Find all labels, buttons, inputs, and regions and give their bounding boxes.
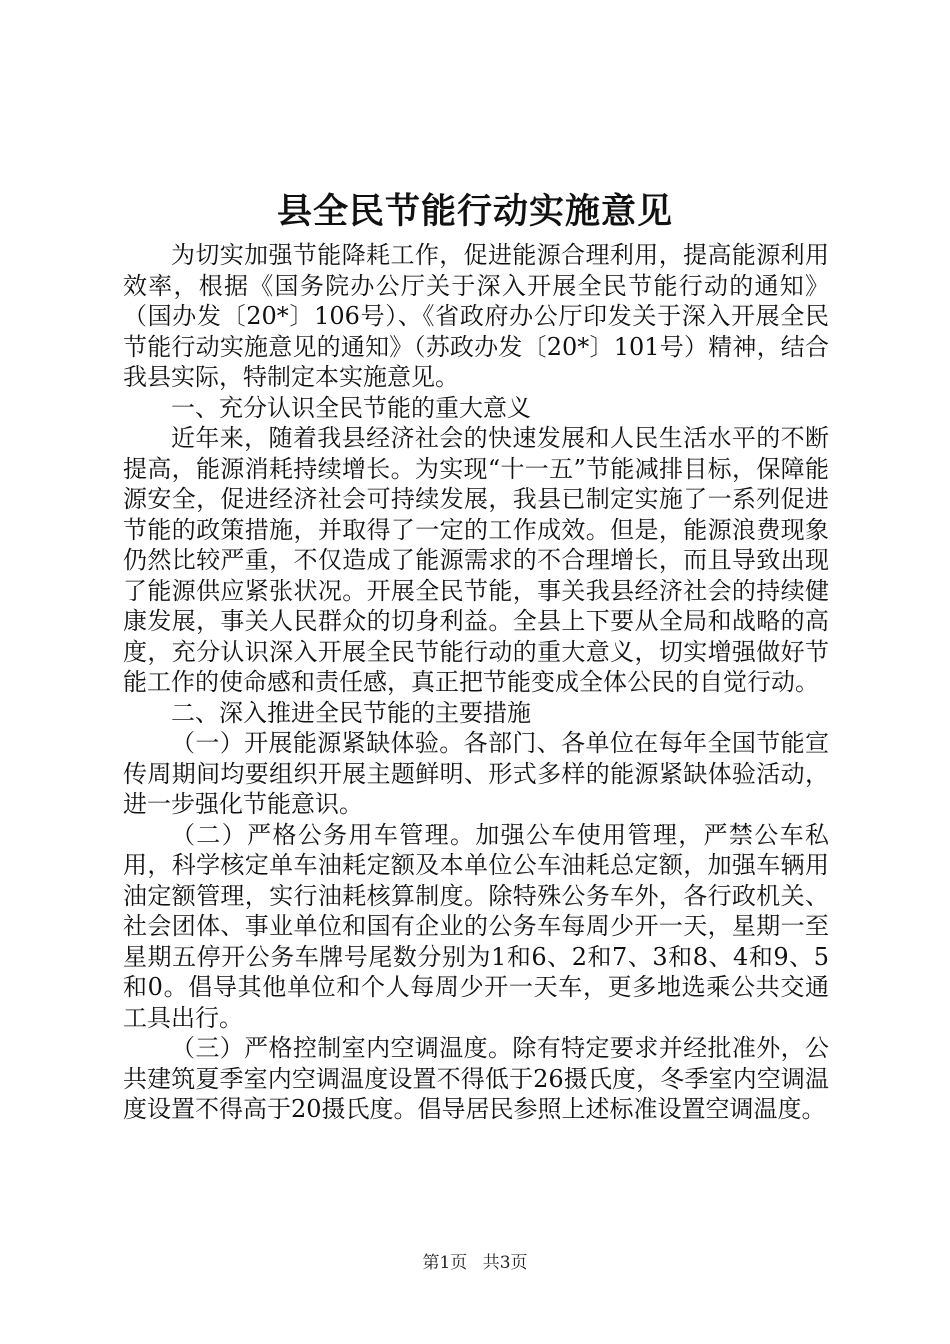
page-footer xyxy=(0,1248,950,1273)
section-1-paragraph: 近年来，随着我县经济社会的快速发展和人民生活水平的不断提高，能源消耗持续增长。为实现“十一五”节能减排目标，保障能源安全，促进经济社会可持续发展，我县已制定实施了一系列促进节能的政策措施，并取得了一定的工作成效。但是，能源浪费现象仍然比较严重，不仅造成了能源需求的不合理增长，而且导致出现了能源供应紧张状况。开展全民节能，事关我县经济社会的持续健康发展，事关人民群众的切身利益。全县上下要从全局和战略的高度，充分认识深入开展全民节能行动的重大意义，切实增强做好节能工作的使命感和责任感，真正把节能变成全体公民的自觉行动。 xyxy=(123,424,829,696)
measure-3-paragraph: （三）严格控制室内空调温度。除有特定要求并经批准外，公共建筑夏季室内空调温度设置不得低于26摄氏度，冬季室内空调温度设置不得高于20摄氏度。倡导居民参照上述标准设置空调温度。 xyxy=(123,1034,829,1123)
measure-1-paragraph: （一）开展能源紧缺体验。各部门、各单位在每年全国节能宣传周期间均要组织开展主题鲜明、形式多样的能源紧缺体验活动，进一步强化节能意识。 xyxy=(123,729,829,818)
document-title: 县全民节能行动实施意见 xyxy=(276,191,673,232)
section-heading-2: 二、深入推进全民节能的主要措施 xyxy=(171,698,531,727)
measure-2-paragraph: （二）严格公务用车管理。加强公车使用管理，严禁公车私用，科学核定单车油耗定额及本单位公车油耗总定额，加强车辆用油定额管理，实行油耗核算制度。除特殊公务车外，各行政机关、社会团体、事业单位和国有企业的公务车每周少开一天，星期一至星期五停开公务车牌号尾数分别为1和6、2和7、3和8、4和9、5和0。倡导其他单位和个人每周少开一天车，更多地选乘公共交通工具出行。 xyxy=(123,820,829,1032)
document-body xyxy=(123,240,829,1125)
section-heading-1: 一、充分认识全民节能的重大意义 xyxy=(171,393,531,422)
intro-paragraph: 为切实加强节能降耗工作，促进能源合理利用，提高能源利用效率，根据《国务院办公厅关于深入开展全民节能行动的通知》（国办发〔20*〕106号）、《省政府办公厅印发关于深入开展全民节能行动实施意见的通知》（苏政办发〔20*〕101号）精神，结合我县实际，特制定本实施意见。 xyxy=(123,241,829,391)
page-total: 共3页 xyxy=(482,1253,528,1273)
page-number: 第1页 xyxy=(422,1253,468,1273)
